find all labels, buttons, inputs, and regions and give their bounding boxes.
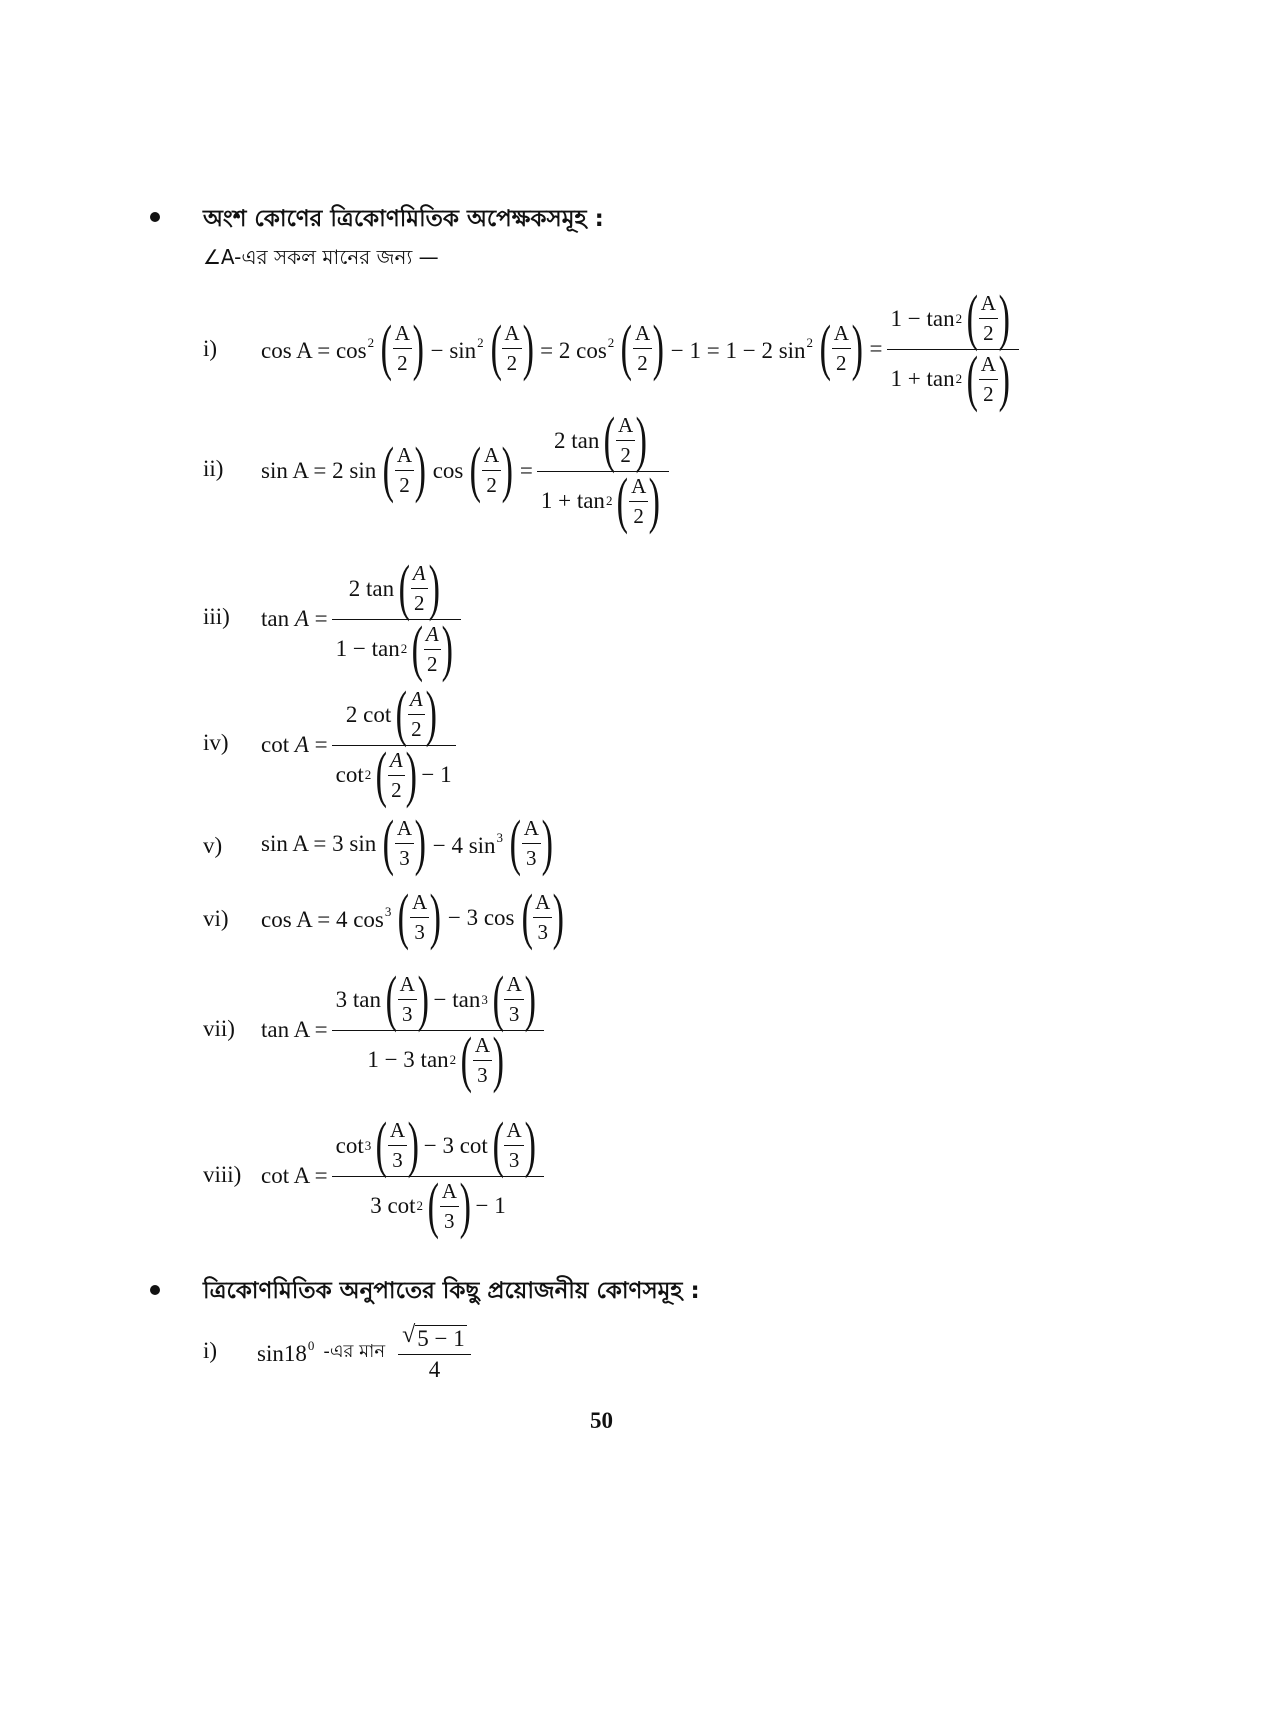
formula-i: $\cos A = \cos^2$ ( $\frac{A}{2}$ ) − $\sin^2$ ( $\frac{A}{2}$ ) = 2 $\cos^2$ ( $\frac{A}{2}$ ) − 1 = 1 − 2 $\sin^2$ ( $\frac{A}{2}$ ) = 1 − tan 2 ( $\frac{A}{2}$ ) 1 + tan 2 ( $\frac{A}{2}$ ) (260, 288, 1022, 410)
formula-viii: cot A = cot 3 ( $\frac{A}{3}$ ) − 3 cot ( $\frac{A}{3}$ ) 3 cot 2 ( $\frac{A}{3}$ ) − 1 (260, 1114, 547, 1238)
fraction-denominator: 4 (428, 1356, 441, 1382)
formula-vii: tan A = 3 tan ( $\frac{A}{3}$ ) − tan 3 ( $\frac{A}{3}$ ) 1 − 3 tan 2 ( $\frac{A}{3}$ ) (260, 968, 547, 1092)
formula-ii: sin A = 2 sin ( $\frac{A}{2}$ ) cos ( $\frac{A}{2}$ ) = 2 tan ( $\frac{A}{2}$ ) 1 + tan 2 ( $\frac{A}{2}$ ) (260, 410, 672, 532)
section-title: ত্রিকোণমিতিক অনুপাতের কিছু প্রয়োজনীয় কোণসমূহ : (203, 1278, 700, 1304)
formula-iv: cot A = 2 cot ( $\frac{A}{2}$ ) cot 2 ( $\frac{A}{2}$ ) − 1 (260, 684, 459, 806)
formula-v: sin A = 3 sin ( $\frac{A}{3}$ ) − 4 $\sin^3$ ( $\frac{A}{3}$ ) (261, 809, 553, 878)
formula-label: iii) (203, 604, 230, 629)
bullet-icon (150, 212, 160, 222)
sqrt-radicand: 5 − 1 (417, 1325, 465, 1351)
bullet-icon (150, 1285, 160, 1295)
formula-label: v) (203, 833, 223, 858)
formula-label: iv) (203, 730, 229, 755)
formula-label: i) (203, 336, 218, 361)
degree-superscript: 0 (307, 1337, 315, 1353)
formula-label: ii) (203, 456, 224, 481)
formula-label: vii) (203, 1016, 235, 1041)
sin18-value (256, 1320, 474, 1384)
formula-label: vi) (203, 906, 229, 931)
sin18-expr: sin18 (257, 1340, 307, 1366)
formula-label: viii) (203, 1162, 242, 1187)
sqrt-icon: √ (402, 1321, 416, 1348)
formula-vi: cos A = 4 $\cos^3$ ( $\frac{A}{3}$ ) − 3 cos ( $\frac{A}{3}$ ) (261, 883, 565, 952)
value-text: -এর মান (323, 1340, 386, 1362)
item-label: i) (203, 1338, 218, 1363)
page-number: 50 (590, 1408, 613, 1433)
formula-iii: tan A = 2 tan ( $\frac{A}{2}$ ) 1 − tan 2 ( $\frac{A}{2}$ ) (260, 558, 464, 680)
section-subtitle: ∠A-এর সকল মানের জন্য — (203, 245, 439, 269)
section-title: অংশ কোণের ত্রিকোণমিতিক অপেক্ষকসমূহ : (203, 206, 604, 232)
